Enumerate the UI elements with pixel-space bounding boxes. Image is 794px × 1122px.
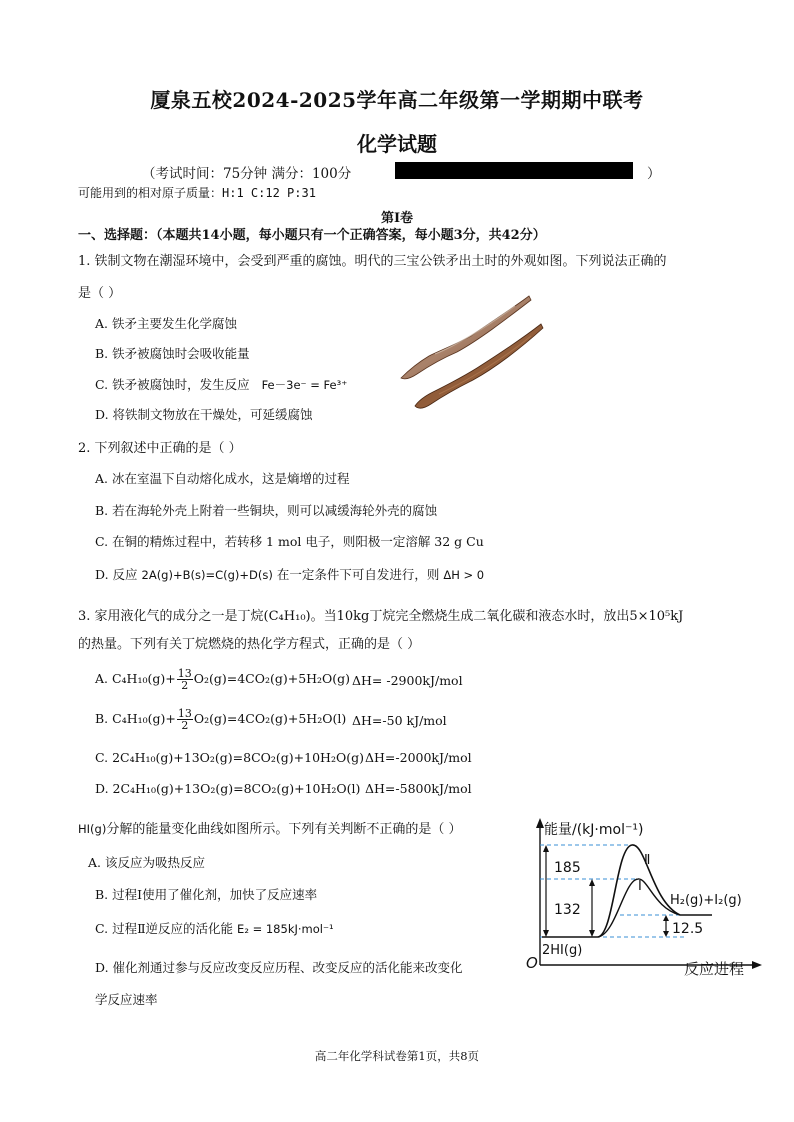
q3-option-b-dh: ΔH=-50 kJ/mol <box>352 713 447 728</box>
label-132: 132 <box>554 902 581 918</box>
q3-option-a-denominator: 2 <box>181 679 189 692</box>
q3-option-c-dh: ΔH=-2000kJ/mol <box>365 750 472 765</box>
q3-option-a-right: O₂(g)=4CO₂(g)+5H₂O(g) <box>193 671 351 686</box>
q3-option-a <box>95 668 350 691</box>
arrow-185-head-top <box>543 845 549 852</box>
q4-stem-text: 分解的能量变化曲线如图所示。下列有关判断不正确的是（ ） <box>106 822 462 837</box>
origin-label: O <box>526 954 538 972</box>
label-12-5: 12.5 <box>672 921 704 937</box>
y-axis-label: 能量/(kJ·mol⁻¹) <box>544 822 644 838</box>
q2-option-d-condition: ΔH > 0 <box>443 568 485 582</box>
q3-option-d: D. 2C₄H₁₀(g)+13O₂(g)=8CO₂(g)+10H₂O(l) <box>95 781 361 796</box>
q3-stem-line1: 3. 家用液化气的成分之一是丁烷(C₄H₁₀)。当10kg丁烷完全燃烧生成二氧化碳和液态水时，放出5×10⁵kJ <box>78 609 684 624</box>
q4-option-a: A. 该反应为吸热反应 <box>88 855 205 870</box>
q3-option-b-fraction <box>177 708 193 731</box>
q3-option-b-numerator: 13 <box>177 707 192 720</box>
q3-option-a-left: A. C₄H₁₀(g)+ <box>95 671 176 686</box>
page-footer: 高二年化学科试卷第1页，共8页 <box>314 1049 480 1063</box>
section-title: 一、选择题：（本题共14小题，每小题只有一个正确答案，每小题3分，共42分） <box>78 228 546 243</box>
q3-stem-line2: 的热量。下列有关丁烷燃烧的热化学方程式，正确的是（ ） <box>78 637 421 652</box>
reactant-label: 2HI(g) <box>542 943 583 958</box>
arrow-12-5-head-bottom <box>663 931 669 937</box>
exam-info-end: ） <box>647 166 661 182</box>
iron-spear-photo-icon <box>395 292 555 414</box>
q3-option-a-dh: ΔH= -2900kJ/mol <box>352 673 463 688</box>
q2-option-c: C. 在铜的精炼过程中，若转移 1 mol 电子，则阳极一定溶解 32 g Cu <box>95 534 484 549</box>
q4-option-d-line1: D. 催化剂通过参与反应改变反应历程、改变反应的活化能来改变化 <box>95 960 463 975</box>
redaction-bar <box>395 162 633 179</box>
q4-stem-formula: HI(g) <box>78 822 107 836</box>
exam-info: （考试时间：75分钟 满分：100分 <box>142 166 352 182</box>
q2-option-d-formula: 2A(g)+B(s)=C(g)+D(s) <box>141 568 273 582</box>
q3-option-a-fraction <box>177 668 193 691</box>
q4-stem <box>78 818 461 837</box>
exam-subtitle: 化学试题 <box>357 132 437 156</box>
exam-title: 厦泉五校2024-2025学年高二年级第一学期期中联考 <box>150 88 644 112</box>
curve-i-label: Ⅰ <box>638 879 642 894</box>
q2-option-a: A. 冰在室温下自动熔化成水，这是熵增的过程 <box>95 471 350 486</box>
x-axis-arrow <box>752 961 762 969</box>
q4-option-b: B. 过程Ⅰ使用了催化剂，加快了反应速率 <box>95 887 318 902</box>
q3-option-b <box>95 708 346 731</box>
volume-title: 第Ⅰ卷 <box>380 211 414 226</box>
q2-option-d-prefix: D. 反应 <box>95 567 138 582</box>
q2-option-d-suffix: 在一定条件下可自发进行，则 <box>276 567 440 582</box>
q2-option-d <box>95 565 484 583</box>
q3-option-b-left: B. C₄H₁₀(g)+ <box>95 711 176 726</box>
q4-option-c-text: C. 过程Ⅱ逆反应的活化能 <box>95 921 234 936</box>
arrow-132-head-top <box>589 879 595 886</box>
arrow-132-head-bottom <box>589 930 595 937</box>
arrow-12-5-head-top <box>663 915 669 921</box>
q1-option-a: A. 铁矛主要发生化学腐蚀 <box>95 316 237 331</box>
q1-option-b: B. 铁矛被腐蚀时会吸收能量 <box>95 346 250 361</box>
q3-option-d-dh: ΔH=-5800kJ/mol <box>365 781 472 796</box>
q3-option-c: C. 2C₄H₁₀(g)+13O₂(g)=8CO₂(g)+10H₂O(g) <box>95 750 364 765</box>
product-label: H₂(g)+I₂(g) <box>670 893 742 908</box>
q4-option-d-line2: 学反应速率 <box>95 992 158 1007</box>
energy-diagram <box>520 812 770 982</box>
x-axis-label: 反应进程 <box>684 960 745 978</box>
q1-option-c-formula: Fe－3e⁻ = Fe³⁺ <box>261 378 348 392</box>
y-axis-arrow <box>536 818 544 828</box>
q4-option-c-formula: E₂ = 185kJ·mol⁻¹ <box>237 922 334 936</box>
q4-option-c <box>95 919 334 937</box>
q2-option-b: B. 若在海轮外壳上附着一些铜块，则可以减缓海轮外壳的腐蚀 <box>95 503 438 518</box>
q3-option-b-right: O₂(g)=4CO₂(g)+5H₂O(l) <box>193 711 347 726</box>
label-185: 185 <box>554 860 581 876</box>
q1-stem-line1: 1. 铁制文物在潮湿环境中，会受到严重的腐蚀。明代的三宝公铁矛出土时的外观如图。下列说法正确的 <box>78 254 667 269</box>
q3-option-a-numerator: 13 <box>177 667 192 680</box>
q1-option-d: D. 将铁制文物放在干燥处，可延缓腐蚀 <box>95 407 313 422</box>
atomic-masses: 可能用到的相对原子质量：H:1 C:12 P:31 <box>78 186 316 200</box>
q2-stem: 2. 下列叙述中正确的是（ ） <box>78 441 242 456</box>
q1-stem-line2: 是（ ） <box>78 286 122 301</box>
arrow-185-head-bottom <box>543 930 549 937</box>
q3-option-b-denominator: 2 <box>181 719 189 732</box>
q1-option-c <box>95 375 347 393</box>
q1-option-c-text: C. 铁矛被腐蚀时，发生反应 <box>95 377 250 392</box>
curve-ii-label: Ⅱ <box>644 853 651 868</box>
